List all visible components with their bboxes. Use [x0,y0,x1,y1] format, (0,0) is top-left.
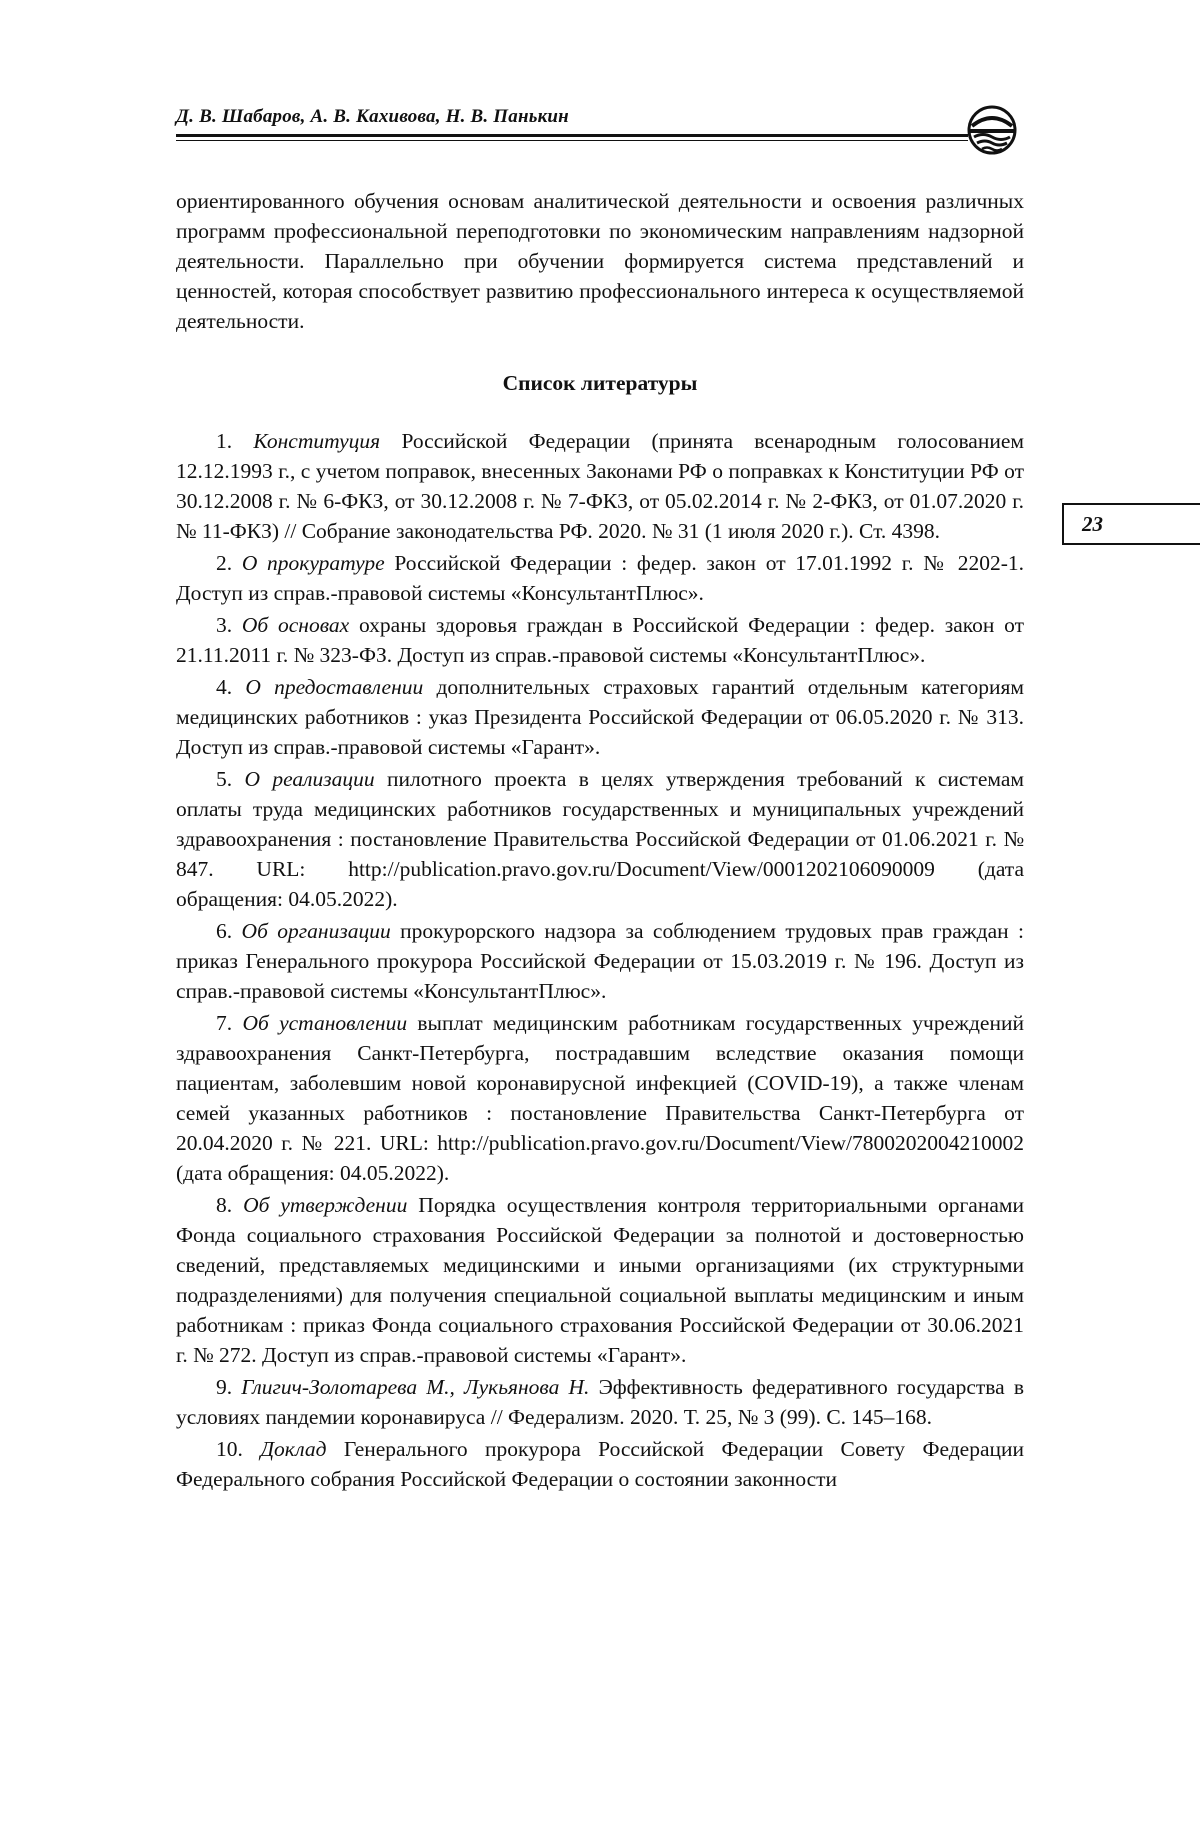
reference-lead: Конституция [253,429,381,453]
reference-number: 5. [216,767,233,791]
page-content [176,186,1024,1496]
page-number-box [1062,503,1200,545]
reference-lead: Об организации [241,919,391,943]
header-rule-thin [176,140,968,141]
reference-text: дополнительных страховых гарантий отдельным категориям медицинских работников : указ Президента Российской Федерации от 06.05.2020 г. № 313. Доступ из справ.-правовой системы «Гарант». [176,675,1024,759]
intro-paragraph: ориентированного обучения основам аналитической деятельности и освоения различных программ профессиональной переподготовки по экономическим направлениям надзорной деятельности. Параллельно при обучении формируется система представлений и ценностей, которая способствует развитию профессионального интереса к осуществляемой деятельности. [176,189,1024,333]
reference-item [176,916,1024,1006]
reference-number: 10. [216,1437,243,1461]
reference-text: Порядка осуществления контроля территориальными органами Фонда социального страхования Российской Федерации за полнотой и достоверностью сведений, представляемых медицинскими и иными организациями (их структурными подразделениями) для получения специальной социальной выплаты медицинским и иным работникам : приказ Фонда социального страхования Российской Федерации от 30.06.2021 г. № 272. Доступ из справ.-правовой системы «Гарант». [176,1193,1024,1367]
reference-text: Генерального прокурора Российской Федерации Совету Федерации Федерального собрания Российской Федерации о состоянии законности [176,1437,1025,1491]
reference-item [176,672,1024,762]
reference-text: прокурорского надзора за соблюдением трудовых прав граждан : приказ Генерального прокурора Российской Федерации от 15.03.2019 г. № 196. Доступ из справ.-правовой системы «КонсультантПлюс». [176,919,1025,1003]
reference-item [176,610,1024,670]
reference-number: 8. [216,1193,233,1217]
reference-item [176,1008,1024,1188]
reference-lead: О прокуратуре [241,551,385,575]
references-title: Список литературы [502,371,698,395]
reference-text: охраны здоровья граждан в Российской Федерации : федер. закон от 21.11.2011 г. № 323-ФЗ. Доступ из справ.-правовой системы «КонсультантПлюс». [176,613,1025,667]
reference-lead: Глигич-Золотарева М., Лукьянова Н. [241,1375,590,1399]
reference-lead: Об основах [241,613,350,637]
reference-text: Российской Федерации (принята всенародным голосованием 12.12.1993 г., с учетом поправок, внесенных Законами РФ о поправках к Конституции РФ от 30.12.2008 г. № 6-ФКЗ, от 30.12.2008 г. № 7-ФКЗ, от 05.02.2014 г. № 2-ФКЗ, от 01.07.2020 г. № 11-ФКЗ) // Собрание законодательства РФ. 2020. № 31 (1 июля 2020 г.). Ст. 4398. [176,429,1025,543]
reference-number: 2. [216,551,233,575]
reference-lead: О реализации [244,767,375,791]
reference-item [176,548,1024,608]
reference-number: 4. [216,675,233,699]
header-authors: Д. В. Шабаров, А. В. Кахивова, Н. В. Панькин [176,106,569,127]
reference-number: 3. [216,613,233,637]
reference-text: Эффективность федеративного государства в условиях пандемии коронавируса // Федерализм. 2020. Т. 25, № 3 (99). С. 145–168. [176,1375,1024,1429]
reference-text: выплат медицинским работникам государственных учреждений здравоохранения Санкт-Петербурга, пострадавшим вследствие оказания помощи пациентам, заболевшим новой коронавирусной инфекцией (COVID-19), а также членам семей указанных работников : постановление Правительства Санкт-Петербурга от 20.04.2020 г. № 221. URL: http://publication.pravo.gov.ru/Document/View/7800202004210002 (дата обращения: 04.05.2022). [176,1011,1024,1185]
reference-number: 7. [216,1011,233,1035]
header-rule [176,134,968,142]
page-number: 23 [1082,512,1103,536]
reference-number: 9. [216,1375,233,1399]
publisher-logo-icon [966,104,1018,156]
running-header [176,100,1018,156]
reference-lead: Доклад [260,1437,327,1461]
header-rule-thick [176,134,968,137]
reference-text: пилотного проекта в целях утверждения требований к системам оплаты труда медицинских работников государственных и муниципальных учреждений здравоохранения : постановление Правительства Российской Федерации от 01.06.2021 г. № 847. URL: http://publication.pravo.gov.ru/Document/View/0001202106090009 (дата обращения: 04.05.2022). [176,767,1024,911]
reference-number: 6. [216,919,233,943]
reference-item [176,1434,1024,1494]
reference-item [176,426,1024,546]
reference-text: Российской Федерации : федер. закон от 17.01.1992 г. № 2202-1. Доступ из справ.-правовой системы «КонсультантПлюс». [176,551,1025,605]
reference-lead: Об установлении [242,1011,408,1035]
references-list [176,426,1024,1494]
reference-lead: Об утверждении [243,1193,408,1217]
reference-item [176,1190,1024,1370]
reference-item [176,764,1024,914]
reference-number: 1. [216,429,233,453]
reference-item [176,1372,1024,1432]
reference-lead: О предоставлении [245,675,424,699]
